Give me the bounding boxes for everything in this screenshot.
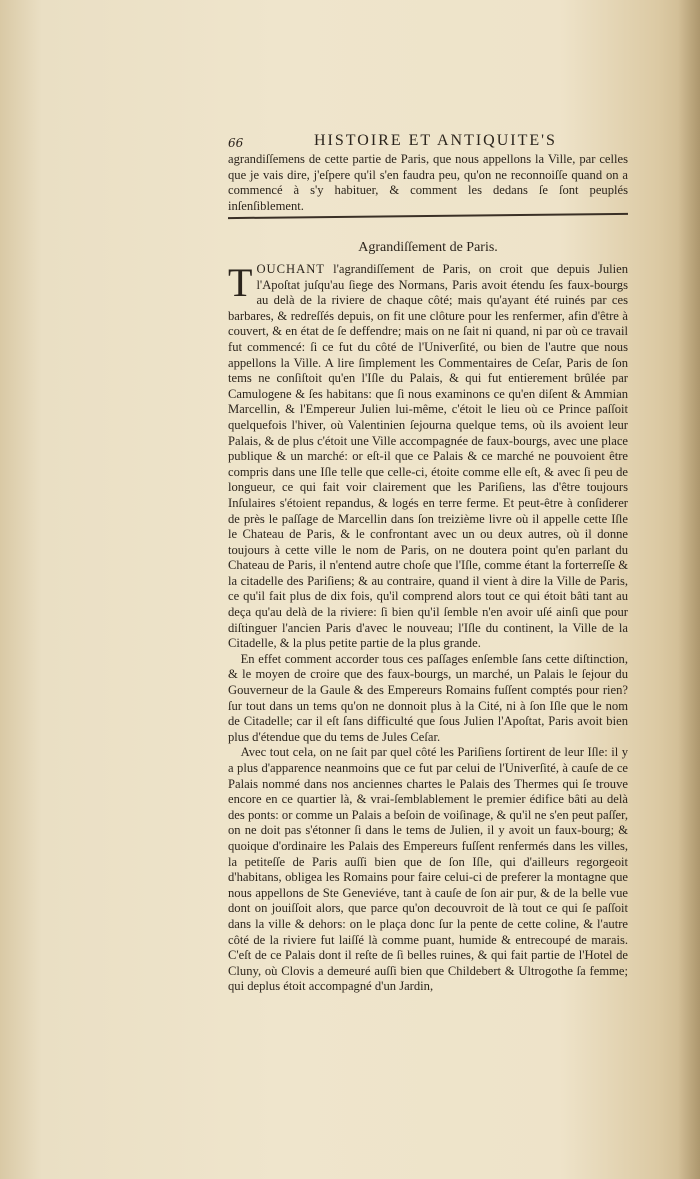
page-number: 66 — [228, 136, 244, 150]
running-head — [228, 132, 628, 154]
paragraph-1 — [228, 262, 628, 652]
drop-cap: T — [228, 260, 253, 305]
lead-word: OUCHANT — [256, 262, 326, 276]
section-heading: Agrandiſſement de Paris. — [358, 240, 498, 255]
paragraph-2: En effet comment accorder tous ces paſſages enſemble ſans cette diſtinction, & le moyen de croire que des faux-bourgs, un marché, un Palais le ſejour du Gouverneur de la Gaule & des Empereurs Romains fuſſent comptés pour rien? ſur tout dans un tems qu'on ne donnoit plus à la Cité, ni à ſon Iſle que le nom de Citadelle; car il eſt ſans difficulté que ſous Julien l'Apoſtat, Paris avoit bien plus d'étendue que du tems de Jules Ceſar. — [228, 651, 628, 744]
binding-shadow — [678, 0, 700, 1179]
paragraph-3: Avec tout cela, on ne ſait par quel côté les Pariſiens ſortirent de leur Iſle: il y a plus d'apparence neanmoins que ce fut par celui de l'Univerſité, à cauſe de ce Palais nommé dans nos anciennes chartes le Palais des Thermes qui ſe trouve encore en ce quartier là, & vrai-ſemblablement le premier édifice bâti au delà des ponts: or comme un Palais a beſoin de voiſinage, & qu'il ne s'en peut paſſer, on ne doit pas s'étonner ſi dans le tems de Julien, il y avoit un faux-bourg; & quoique d'ordinaire les Palais des Empereurs fuſſent renfermés dans les villes, la petiteſſe de Paris auſſi bien que de ſon Iſle, qui d'ailleurs regorgeoit d'habitans, obligea les Romains pour faire celui-ci de preferer la montagne que nous appellons de Ste Geneviéve, tant à cauſe de ſon air pur, & de la belle vue dont on jouiſſoit alors, que parce qu'on decouvroit de là tout ce qui ſe paſſoit dans la ville & dehors: on le plaça donc ſur la pente de cette coline, & l'autre côté de la riviere fut laiſſé là comme puant, humide & entrecoupé de marais. C'eſt de ce Palais dont il reſte de ſi belles ruines, & qui fait partie de l'Hotel de Cluny, où Clovis a demeuré auſſi bien que Childebert & Ultrogothe ſa femme; qui deplus étoit accompagné d'un Jardin, — [228, 745, 628, 994]
section-body — [228, 262, 628, 995]
carry-over-paragraph: agrandiſſemens de cette partie de Paris, que nous appellons la Ville, par celles que je vais dire, j'eſpere qu'il s'en faudra peu, qu'on ne reconnoiſſe quand on a commencé à s'y habituer, & comment les dedans ſe ſont peuplés inſenſiblement. — [228, 152, 628, 213]
paragraph-1-text: l'agrandiſſement de Paris, on croit que depuis Julien l'Apoſtat juſqu'au ſiege des Normans, Paris avoit étendu ſes faux-bourgs au delà de la riviere de chaque côté; mais qu'ayant été ruinés par ces barbares, & redreſſés depuis, on fit une clôture pour les renfermer, afin d'être à couvert, & en état de ſe deffendre; mais on ne ſait ni quand, ni par où ce travail fut commencé: ſi ce fut du côté de l'Univerſité, ou bien de l'autre que nous appellons la Ville. A lire ſimplement les Commentaires de Ceſar, Paris de ſon tems ne conſiſtoit qu'en l'Iſle du Palais, & qui fut entierement brûlée par Camulogene & ſes habitans: que ſi nous examinons ce qu'en diſent & Ammian Marcellin, & l'Empereur Julien lui-même, c'étoit le lieu où ce Prince paſſoit quelquefois l'hiver, où Valentinien ſejourna quelque tems, où ils avoient leur Palais, & de plus c'étoit une Ville accompagnée de faux-bourgs, avec une place publique & un marché: or eſt-il que ce Palais & ce marché ne pouvoient être compris dans une Iſle telle que celle-ci, étoite comme elle eſt, & avec ſi peu de longueur, ce qui fait voir clairement que les Pariſiens, las d'être toujours Inſulaires s'étoient repandus, & logés en terre ferme. Et peut-être à conſiderer de près le paſſage de Marcellin dans ſon treizième livre où il appelle cette Iſle le Chateau de Paris, & le confrontant avec un ou deux autres, où il donne toujours à cette ville le nom de Paris, on ne doutera point qu'en parlant du Chateau de Paris, il n'entend autre choſe que l'Iſle, comme étant la forterreſſe & la citadelle des Pariſiens; & au contraire, quand il vient à dire la Ville de Paris, ce qu'il fait plus de dix fois, qu'il comprend alors tout ce qui étoit bâti tant au deça qu'au delà de la riviere: ſi bien qu'il ſemble n'en avoir uſé ainſi que pour diſtinguer l'ancien Paris d'avec le nouveau; l'Iſle du continent, la Ville de la Citadelle, & la plus petite partie de la plus grande. — [228, 262, 628, 651]
running-title: HISTOIRE ET ANTIQUITE'S — [314, 132, 557, 149]
